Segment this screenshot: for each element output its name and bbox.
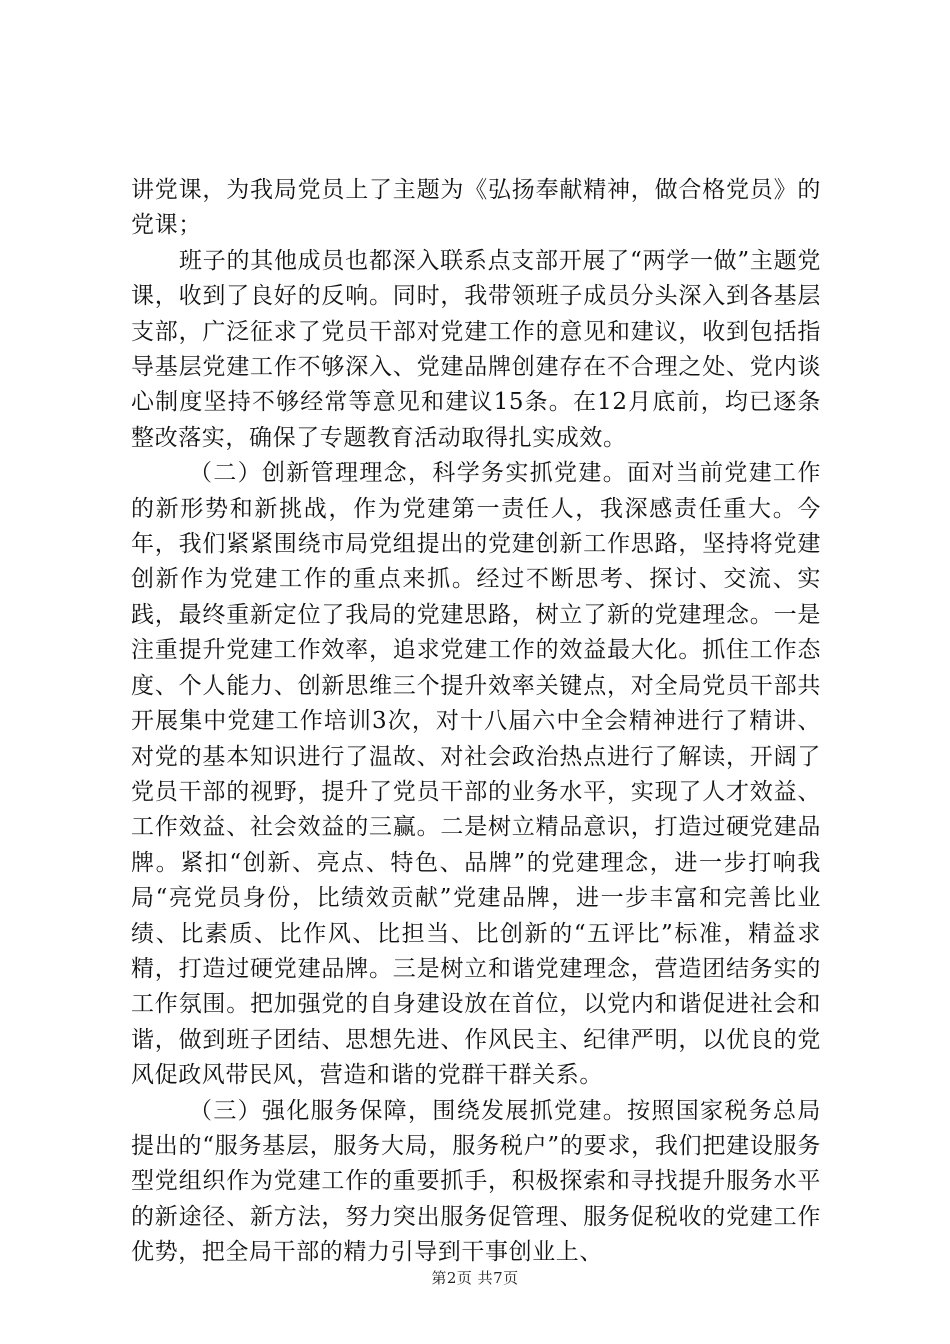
- page-footer: 第2页 共7页: [431, 1269, 519, 1287]
- paragraph-3: （二）创新管理理念，科学务实抓党建。面对当前党建工作的新形势和新挑战，作为党建第一责任人，我深感责任重大。今年，我们紧紧围绕市局党组提出的党建创新工作思路，坚持将党建创新作为党建工作的重点来抓。经过不断思考、探讨、交流、实践，最终重新定位了我局的党建思路，树立了新的党建理念。一是注重提升党建工作效率，追求党建工作的效益最大化。抓住工作态度、个人能力、创新思维三个提升效率关键点，对全局党员干部共开展集中党建工作培训3次，对十八届六中全会精神进行了精讲、对党的基本知识进行了温故、对社会政治热点进行了解读，开阔了党员干部的视野，提升了党员干部的业务水平，实现了人才效益、工作效益、社会效益的三赢。二是树立精品意识，打造过硬党建品牌。紧扣“创新、亮点、特色、品牌”的党建理念，进一步打响我局“亮党员身份，比绩效贡献”党建品牌，进一步丰富和完善比业绩、比素质、比作风、比担当、比创新的“五评比”标准，精益求精，打造过硬党建品牌。三是树立和谐党建理念，营造团结务实的工作氛围。把加强党的自身建设放在首位，以党内和谐促进社会和谐，做到班子团结、思想先进、作风民主、纪律严明，以优良的党风促政风带民风，营造和谐的党群干群关系。: [131, 460, 821, 1089]
- paragraph-4: （三）强化服务保障，围绕发展抓党建。按照国家税务总局提出的“服务基层，服务大局，服务税户”的要求，我们把建设服务型党组织作为党建工作的重要抓手，积极探索和寻找提升服务水平的新途径、新方法，努力突出服务促管理、服务促税收的党建工作优势，把全局干部的精力引导到干事创业上、: [131, 1097, 821, 1266]
- paragraph-2: 班子的其他成员也都深入联系点支部开展了“两学一做”主题党课，收到了良好的反响。同时，我带领班子成员分头深入到各基层支部，广泛征求了党员干部对党建工作的意见和建议，收到包括指导基层党建工作不够深入、党建品牌创建存在不合理之处、党内谈心制度坚持不够经常等意见和建议15条。在12月底前，均已逐条整改落实，确保了专题教育活动取得扎实成效。: [131, 247, 821, 451]
- document-body: [131, 173, 821, 1271]
- paragraph-1: 讲党课，为我局党员上了主题为《弘扬奉献精神，做合格党员》的党课；: [131, 177, 821, 239]
